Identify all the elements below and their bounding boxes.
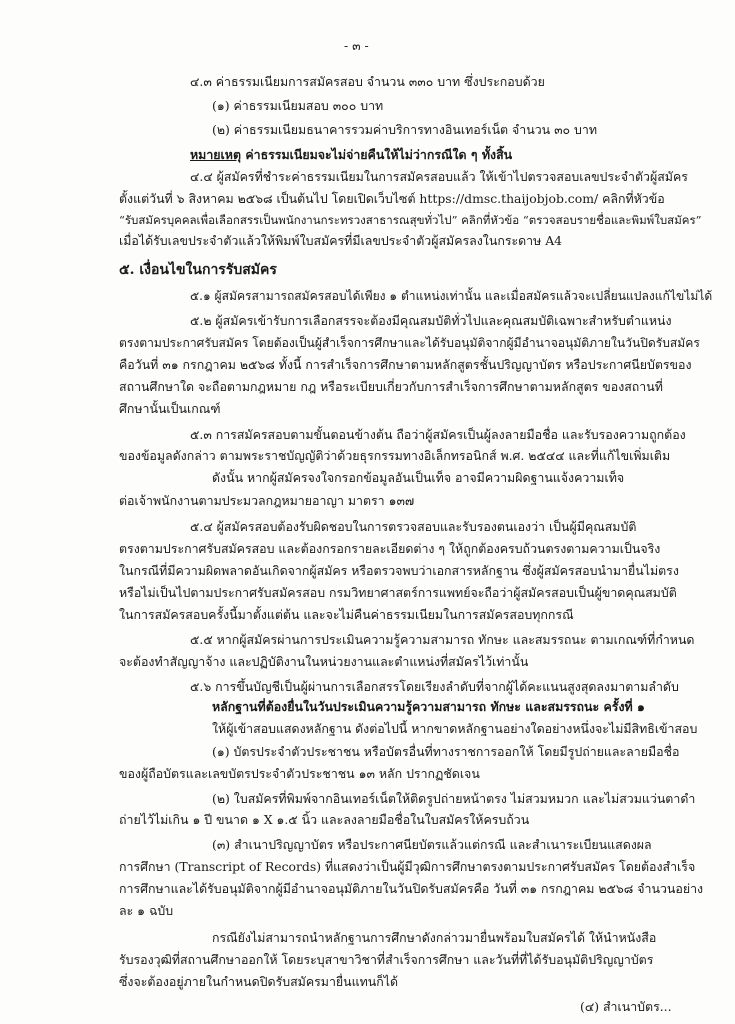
text-line: รับรองวุฒิที่สถานศึกษาออกให้ โดยระบุสาขาวิชาที่สำเร็จการศึกษา และวันที่ที่ได้รับอนุมัติปริญญาบัตร	[119, 952, 654, 967]
text-line: สถานศึกษาใด จะถือตามกฎหมาย กฎ หรือระเบียบเกี่ยวกับการสำเร็จการศึกษาตามหลักสูตร ของสถานที่	[119, 379, 663, 394]
text-line: “รับสมัครบุคคลเพื่อเลือกสรรเป็นพนักงานกระทรวงสาธารณสุขทั่วไป” คลิกที่หัวข้อ “ตรวจสอบรายชื่อและพิมพ์ใบสมัคร”	[119, 213, 702, 227]
note-text: ค่าธรรมเนียมจะไม่จ่ายคืนให้ไม่ว่ากรณีใด ๆ ทั้งสิ้น	[241, 147, 513, 162]
page-number: - ๓ -	[344, 38, 369, 53]
text-line: ๕.๕ หากผู้สมัครผ่านการประเมินความรู้ความสามารถ ทักษะ และสมรรถนะ ตามเกณฑ์ที่กำหนด	[190, 632, 695, 647]
text-line: การศึกษาและได้รับอนุมัติจากผู้มีอำนาจอนุมัติภายในวันปิดรับสมัครคือ วันที่ ๓๑ กรกฎาคม ๒๕๖๘ จำนวนอย่าง	[119, 881, 704, 896]
text-line: ตรงตามประกาศรับสมัคร โดยต้องเป็นผู้สำเร็จการศึกษาและได้รับอนุมัติจากผู้มีอำนาจอนุมัติภายในวันปิดรับสมัคร	[119, 336, 700, 350]
text-line: (๓) สำเนาปริญญาบัตร หรือประกาศนียบัตรแล้วแต่กรณี และสำเนาระเบียนแสดงผล	[212, 837, 652, 852]
text-line: จะต้องทำสัญญาจ้าง และปฏิบัติงานในหน่วยงานและตำแหน่งที่สมัครไว้เท่านั้น	[119, 654, 529, 669]
text-line: กรณียังไม่สามารถนำหลักฐานการศึกษาดังกล่าวมายื่นพร้อมใบสมัครได้ ให้นำหนังสือ	[212, 930, 657, 945]
text-line: ๕.๖ การขึ้นบัญชีเป็นผู้ผ่านการเลือกสรรโดยเรียงลำดับที่จากผู้ได้คะแนนสูงสุดลงมาตามลำดับ	[190, 679, 679, 694]
text-line: (๑) บัตรประจำตัวประชาชน หรือบัตรอื่นที่ทางราชการออกให้ โดยมีรูปถ่ายและลายมือชื่อ	[212, 744, 680, 759]
text-line: ของผู้ถือบัตรและเลขบัตรประจำตัวประชาชน ๑๓ หลัก ปรากฏชัดเจน	[119, 766, 480, 781]
text-line: ต่อเจ้าพนักงานตามประมวลกฎหมายอาญา มาตรา ๑๓๗	[119, 493, 415, 508]
text-line: (๒) ค่าธรรมเนียมธนาคารรวมค่าบริการทางอินเทอร์เน็ต จำนวน ๓๐ บาท	[212, 122, 598, 137]
text-line: (๑) ค่าธรรมเนียมสอบ ๓๐๐ บาท	[212, 98, 384, 113]
text-line: ในกรณีที่มีความผิดพลาดอันเกิดจากผู้สมัคร หรือตรวจพบว่าเอกสารหลักฐาน ซึ่งผู้สมัครสอบนำมายื่นไม่ตรง	[119, 563, 679, 578]
text-line: ให้ผู้เข้าสอบแสดงหลักฐาน ดังต่อไปนี้ หากขาดหลักฐานอย่างใดอย่างหนึ่งจะไม่มีสิทธิเข้าสอบ	[212, 721, 698, 736]
text-line: หรือไม่เป็นไปตามประกาศรับสมัครสอบ กรมวิทยาศาสตร์การแพทย์จะถือว่าผู้สมัครสอบเป็นผู้ขาดคุณสมบัติ	[119, 585, 677, 600]
text-line: ๕.๒ ผู้สมัครเข้ารับการเลือกสรรจะต้องมีคุณสมบัติทั่วไปและคุณสมบัติเฉพาะสำหรับตำแหน่ง	[190, 313, 672, 328]
text-line: ๕.๓ การสมัครสอบตามขั้นตอนข้างต้น ถือว่าผู้สมัครเป็นผู้ลงลายมือชื่อ และรับรองความถูกต้อง	[190, 427, 686, 442]
text-line: การศึกษา (Transcript of Records) ที่แสดงว่าเป็นผู้มีวุฒิการศึกษาตรงตามประกาศรับสมัคร โดยต้องสำเร็จ	[119, 859, 696, 874]
text-line: ๕.๑ ผู้สมัครสามารถสมัครสอบได้เพียง ๑ ตำแหน่งเท่านั้น และเมื่อสมัครแล้วจะเปลี่ยนแปลงแก้ไขไม่ได้	[190, 289, 713, 303]
text-line: ถ่ายไว้ไม่เกิน ๑ ปี ขนาด ๑ X ๑.๕ นิ้ว และลงลายมือชื่อในใบสมัครให้ครบถ้วน	[119, 812, 530, 827]
text-line: ดังนั้น หากผู้สมัครจงใจกรอกข้อมูลอันเป็นเท็จ อาจมีความผิดฐานแจ้งความเท็จ	[212, 470, 625, 485]
evidence-heading: หลักฐานที่ต้องยื่นในวันประเมินความรู้ความสามารถ ทักษะ และสมรรถนะ ครั้งที่ ๑	[212, 699, 645, 714]
text-line: ละ ๑ ฉบับ	[119, 903, 174, 918]
text-line: คือวันที่ ๓๑ กรกฎาคม ๒๕๖๘ ทั้งนี้ การสำเร็จการศึกษาตามหลักสูตรชั้นปริญญาบัตร หรือประกาศนียบัตรของ	[119, 357, 692, 372]
text-line: ๕.๔ ผู้สมัครสอบต้องรับผิดชอบในการตรวจสอบและรับรองตนเองว่า เป็นผู้มีคุณสมบัติ	[190, 519, 637, 534]
text-line: ตั้งแต่วันที่ ๖ สิงหาคม ๒๕๖๘ เป็นต้นไป โดยเปิดเว็บไซต์ https://dmsc.thaijobjob.com/ คลิกที่หัวข้อ	[119, 191, 665, 206]
text-line: ศึกษานั้นเป็นเกณฑ์	[119, 401, 221, 416]
text-line: เมื่อได้รับเลขประจำตัวแล้วให้พิมพ์ใบสมัครที่มีเลขประจำตัวผู้สมัครลงในกระดาษ A4	[119, 233, 563, 248]
note-label: หมายเหตุ	[190, 147, 242, 162]
note-line	[190, 147, 512, 163]
section-heading: ๕. เงื่อนไขในการรับสมัคร	[119, 262, 277, 278]
text-line: ๔.๓ ค่าธรรมเนียมการสมัครสอบ จำนวน ๓๓๐ บาท ซึ่งประกอบด้วย	[190, 74, 545, 89]
text-line: ซึ่งจะต้องอยู่ภายในกำหนดปิดรับสมัครมายื่นแทนก็ได้	[119, 974, 399, 989]
text-line: ๔.๔ ผู้สมัครที่ชำระค่าธรรมเนียมในการสมัครสอบแล้ว ให้เข้าไปตรวจสอบเลขประจำตัวผู้สมัคร	[190, 169, 688, 184]
text-line: ในการสมัครสอบครั้งนี้มาตั้งแต่ต้น และจะไม่คืนค่าธรรมเนียมในการสมัครสอบทุกกรณี	[119, 607, 574, 622]
text-line: ของข้อมูลดังกล่าว ตามพระราชบัญญัติว่าด้วยธุรกรรมทางอิเล็กทรอนิกส์ พ.ศ. ๒๕๔๔ และที่แก้ไขเพิ่มเติม	[119, 448, 671, 463]
text-line: ตรงตามประกาศรับสมัครสอบ และต้องกรอกรายละเอียดต่าง ๆ ให้ถูกต้องครบถ้วนตรงตามความเป็นจริง	[119, 541, 661, 556]
text-line: (๒) ใบสมัครที่พิมพ์จากอินเทอร์เน็ตให้ติดรูปถ่ายหน้าตรง ไม่สวมหมวก และไม่สวมแว่นตาดำ	[212, 791, 696, 806]
continuation-text: (๔) สำเนาบัตร...	[580, 999, 672, 1014]
